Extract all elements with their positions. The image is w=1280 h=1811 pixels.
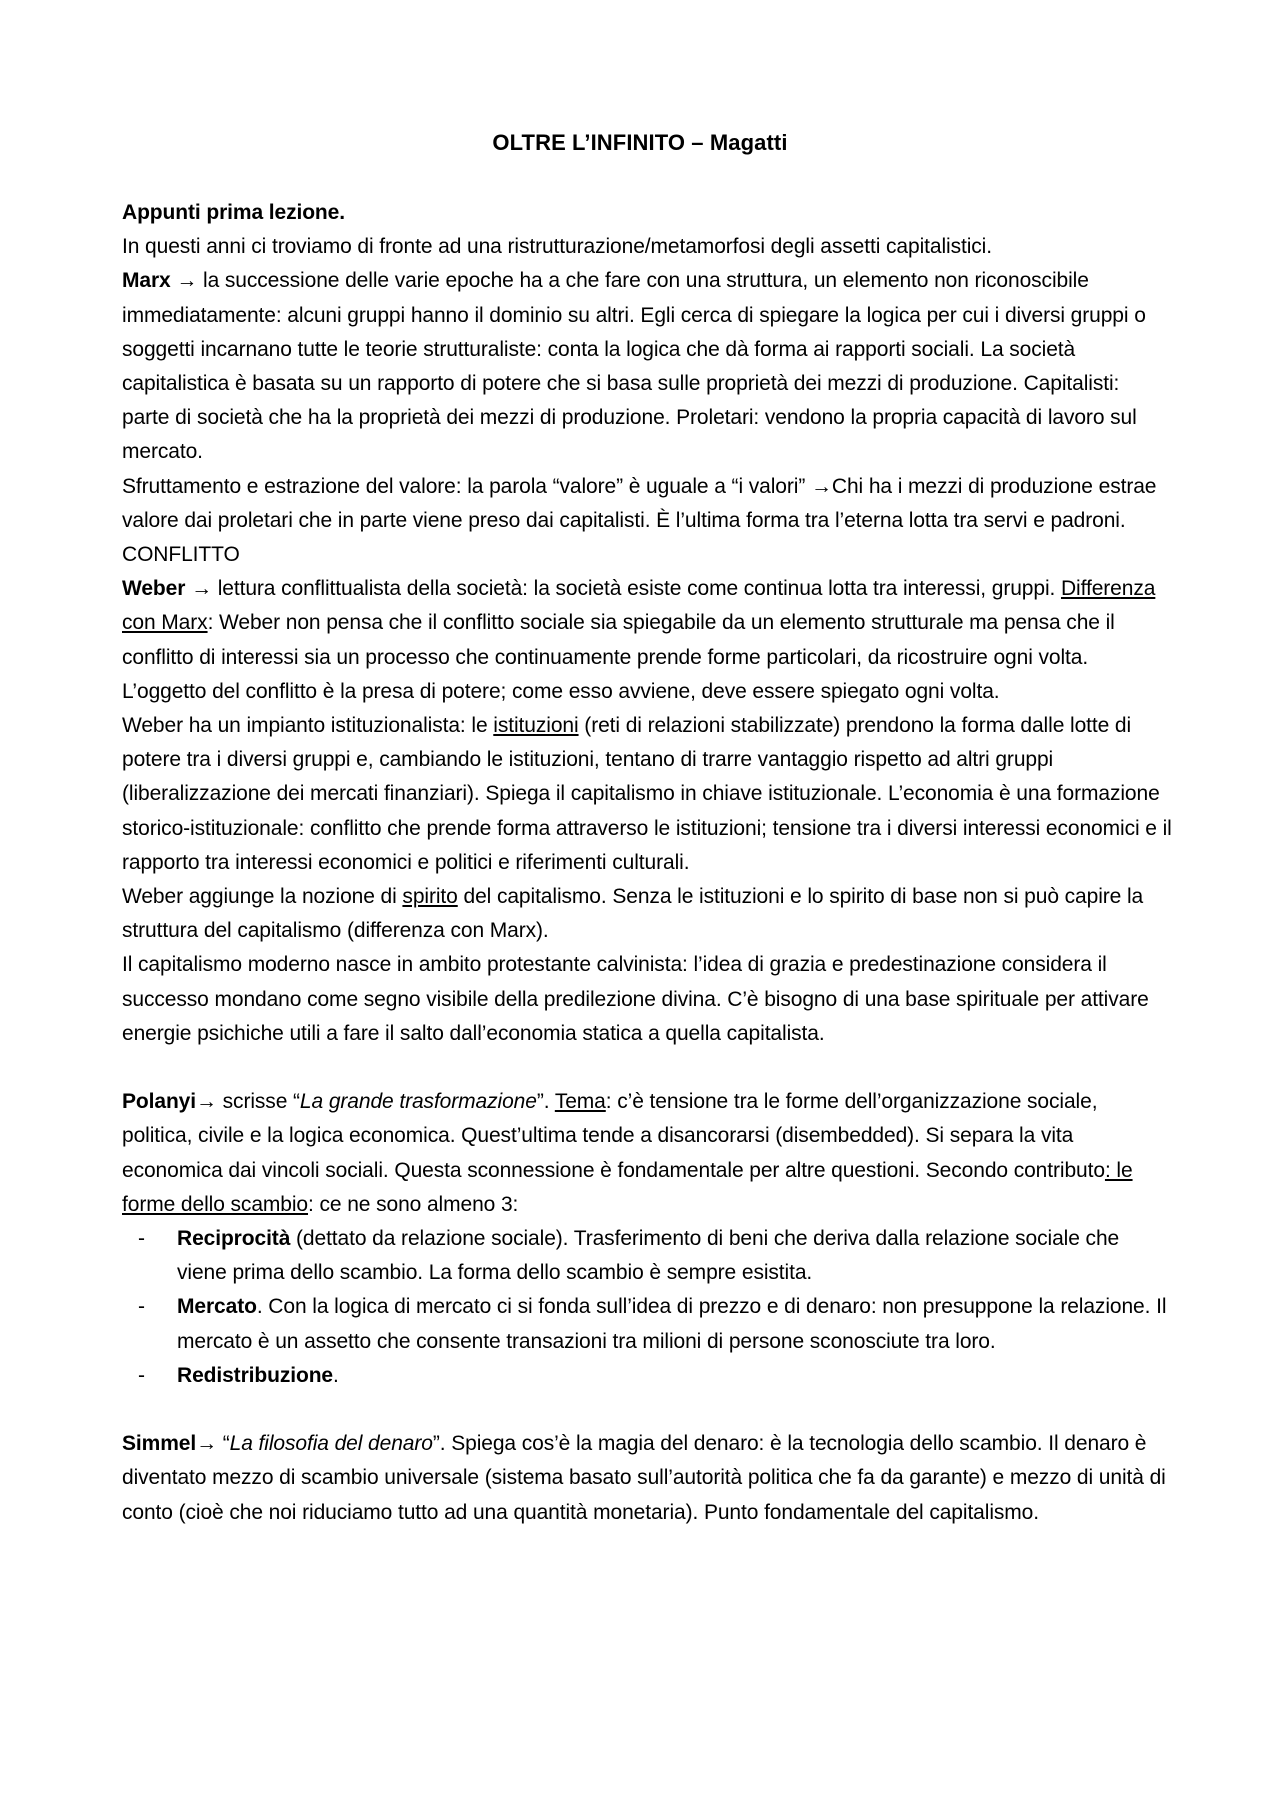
section-heading-text: Appunti prima lezione. bbox=[122, 201, 345, 224]
weber2-underlined-term: istituzioni bbox=[493, 714, 579, 738]
list-bullet: - bbox=[138, 1227, 145, 1251]
document-body bbox=[122, 196, 1172, 1530]
list-item-term: Mercato bbox=[177, 1295, 257, 1319]
simmel-label: Simmel bbox=[122, 1432, 197, 1456]
weber-underlined-phrase: Differenza con Marx bbox=[122, 577, 1156, 635]
list-item bbox=[122, 1290, 1172, 1358]
weber-institutions-paragraph bbox=[122, 709, 1172, 880]
simmel-book-title: La filosofia del denaro bbox=[229, 1432, 433, 1456]
weber-text-a: lettura conflittualista della società: la società esiste come continua lotta tra interessi, gruppi. bbox=[211, 577, 1061, 601]
polanyi-text-d: : ce ne sono almeno 3: bbox=[308, 1192, 519, 1216]
polanyi-paragraph bbox=[122, 1085, 1172, 1222]
paragraph-gap bbox=[122, 1393, 1172, 1427]
polanyi-book-title: La grande trasformazione bbox=[299, 1090, 537, 1114]
polanyi-forme-phrase: : le forme dello scambio bbox=[122, 1158, 1133, 1216]
list-item-text: (dettato da relazione sociale). Trasferimento di beni che deriva dalla relazione sociale che viene prima dello scambio. La forma dello scambio è sempre esistita. bbox=[177, 1227, 1120, 1285]
intro-paragraph: In questi anni ci troviamo di fronte ad una ristrutturazione/metamorfosi degli assetti capitalistici. bbox=[122, 235, 992, 259]
list-item-text: . Con la logica di mercato ci si fonda sull’idea di prezzo e di denaro: non presuppone la relazione. Il mercato è un assetto che consente transazioni tra milioni di persone sconosciute tra loro. bbox=[177, 1295, 1167, 1353]
simmel-text-b: ”. Spiega cos’è la magia del denaro: è la tecnologia dello scambio. Il denaro è diventato mezzo di scambio universale (sistema basato sull’autorità politica che fa da garante) e mezzo di unità di conto (cioè che noi riduciamo tutto ad una quantità monetaria). Punto fondamentale del capitalismo. bbox=[122, 1432, 1166, 1524]
polanyi-label: Polanyi bbox=[122, 1090, 196, 1114]
list-item-term: Redistribuzione bbox=[177, 1363, 334, 1387]
list-bullet: - bbox=[138, 1295, 145, 1319]
weber2-text-a: Weber ha un impianto istituzionalista: le bbox=[122, 714, 494, 738]
section-heading bbox=[122, 196, 1172, 230]
right-arrow-icon: → bbox=[810, 474, 832, 498]
list-item bbox=[122, 1222, 1172, 1290]
list-bullet: - bbox=[138, 1363, 145, 1387]
simmel-text-a: “ bbox=[217, 1432, 230, 1456]
weber3-text-b: del capitalismo. Senza le istituzioni e lo spirito di base non si può capire la struttura del capitalismo (differenza con Marx). bbox=[122, 885, 1144, 943]
document-title: OLTRE L’INFINITO – Magatti bbox=[492, 130, 788, 155]
polanyi-text-c: : c’è tensione tra le forme dell’organizzazione sociale, politica, civile e la logica economica. Quest’ultima tende a disancorarsi (disembedded). Si separa la vita economica dai vincoli sociali. Questa sconnessione è fondamentale per altre questioni. Secondo contributo bbox=[122, 1090, 1105, 1182]
weber-spirit-paragraph bbox=[122, 880, 1172, 948]
list-item-term: Reciprocità bbox=[177, 1227, 291, 1251]
sfruttamento-paragraph bbox=[122, 470, 1172, 573]
right-arrow-icon: → bbox=[196, 1432, 218, 1456]
right-arrow-icon: → bbox=[191, 577, 212, 601]
weber-text-b: : Weber non pensa che il conflitto sociale sia spiegabile da un elemento strutturale ma pensa che il conflitto di interessi sia un processo che continuamente prende forme particolari, da ricostruire ogni volta. L’oggetto del conflitto è la presa di potere; come esso avviene, deve essere spiegato ogni volta. bbox=[122, 611, 1115, 703]
marx-paragraph bbox=[122, 264, 1172, 469]
weber3-underlined-term: spirito bbox=[402, 885, 458, 909]
calvinist-paragraph: Il capitalismo moderno nasce in ambito protestante calvinista: l’idea di grazia e predestinazione considera il successo mondano come segno visibile della predilezione divina. C’è bisogno di una base spirituale per attivare energie psichiche utili a fare il salto dall’economia statica a quella capitalista. bbox=[122, 953, 1149, 1045]
polanyi-text-b: ”. bbox=[536, 1090, 555, 1114]
marx-label: Marx bbox=[122, 269, 171, 293]
right-arrow-icon: → bbox=[196, 1090, 217, 1114]
exchange-forms-list bbox=[122, 1222, 1172, 1393]
simmel-paragraph bbox=[122, 1427, 1172, 1530]
weber-paragraph bbox=[122, 572, 1172, 709]
marx-text: la successione delle varie epoche ha a che fare con una struttura, un elemento non riconoscibile immediatamente: alcuni gruppi hanno il dominio su altri. Egli cerca di spiegare la logica per cui i diversi gruppi o soggetti incarnano tutte le teorie strutturaliste: conta la logica che dà forma ai rapporti sociali. La società capitalistica è basata su un rapporto di potere che si basa sulle proprietà dei mezzi di produzione. Capitalisti: parte di società che ha la proprietà dei mezzi di produzione. Proletari: vendono la propria capacità di lavoro sul mercato. bbox=[122, 269, 1146, 464]
sfruttamento-text-a: Sfruttamento e estrazione del valore: la parola “valore” è uguale a “i valori” bbox=[122, 474, 811, 498]
weber2-text-b: (reti di relazioni stabilizzate) prendono la forma dalle lotte di potere tra i diversi gruppi e, cambiando le istituzioni, tentano di trarre vantaggio rispetto ad altri gruppi (liberalizzazione dei mercati finanziari). Spiega il capitalismo in chiave istituzionale. L’economia è una formazione storico-istituzionale: conflitto che prende forma attraverso le istituzioni; tensione tra i diversi interessi economici e il rapporto tra interessi economici e politici e riferimenti culturali. bbox=[122, 714, 1172, 874]
polanyi-tema-label: Tema bbox=[554, 1090, 606, 1114]
weber3-text-a: Weber aggiunge la nozione di bbox=[122, 885, 403, 909]
paragraph-gap bbox=[122, 1051, 1172, 1085]
sfruttamento-text-b: Chi ha i mezzi di produzione estrae valore dai proletari che in parte viene preso dai capitalisti. È l’ultima forma tra l’eterna lotta tra servi e padroni. CONFLITTO bbox=[122, 474, 1157, 567]
right-arrow-icon: → bbox=[176, 269, 198, 293]
list-item-text: . bbox=[333, 1363, 339, 1387]
polanyi-text-a: scrisse “ bbox=[216, 1090, 300, 1114]
weber-label: Weber bbox=[122, 577, 186, 601]
list-item bbox=[122, 1359, 1172, 1393]
